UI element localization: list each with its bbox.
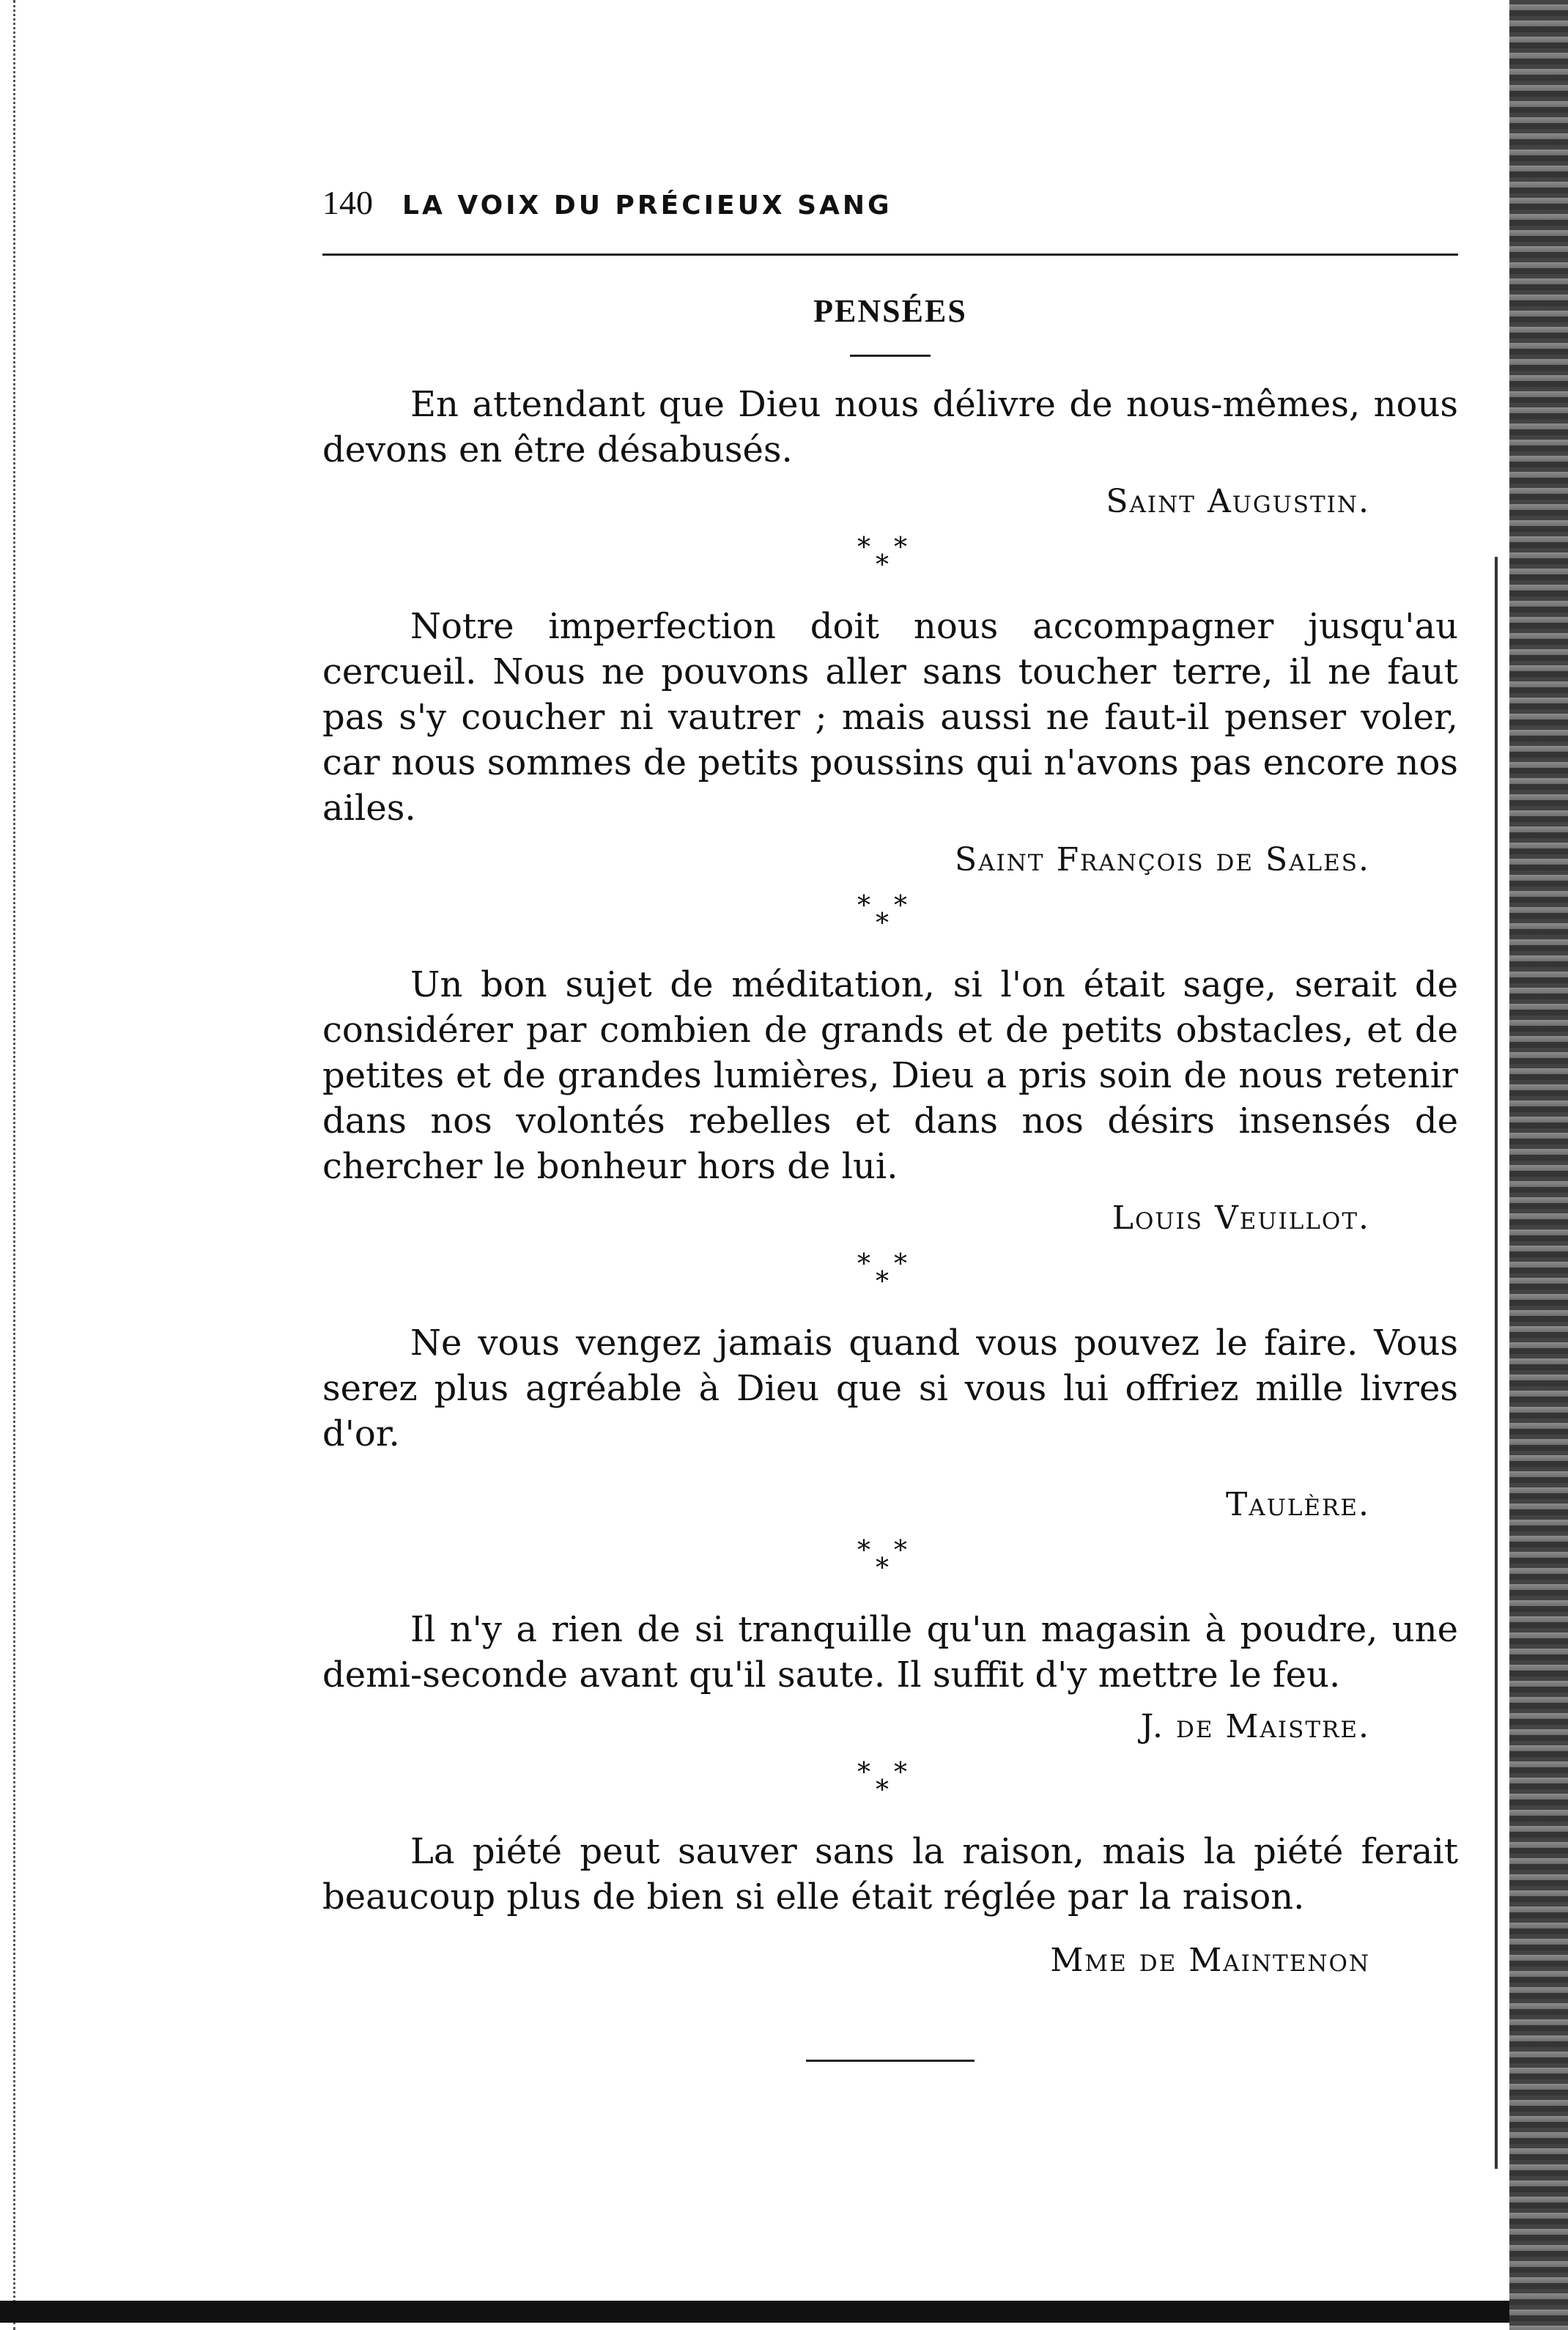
book-page: [322, 183, 1458, 2062]
asterism-separator: [322, 1250, 1458, 1301]
asterism-separator: [322, 892, 1458, 943]
asterism-separator: [322, 533, 1458, 585]
thought-text: En attendant que Dieu nous délivre de nous-mêmes, nous devons en être désabusés.: [322, 384, 1458, 470]
running-head: [322, 183, 1458, 227]
asterism-star: *: [857, 533, 870, 563]
thought-4: [322, 1320, 1458, 1523]
scan-left-edge: [13, 0, 21, 2330]
asterism-star: *: [894, 1249, 907, 1279]
asterism-star: *: [857, 1758, 870, 1788]
thought-text: Un bon sujet de méditation, si l'on était sage, serait de considérer par combien de grands et de petits obstacles, et de petites et de grandes lumières, Dieu a pris soin de nous retenir dans nos volontés rebelles et dans nos désirs insensés de chercher le bonheur hors de lui.: [322, 964, 1458, 1187]
asterism-star: *: [857, 891, 870, 921]
asterism-star: *: [857, 1249, 870, 1279]
thought-1: [322, 382, 1458, 520]
asterism-star: *: [857, 1536, 870, 1566]
thought-author: Mme de Maintenon: [1050, 1942, 1370, 1979]
thought-text: Ne vous vengez jamais quand vous pouvez le faire. Vous serez plus agréable à Dieu que si vous lui offriez mille livres d'or.: [322, 1323, 1458, 1454]
thought-author: Saint François de Sales.: [955, 841, 1370, 879]
running-title: LA VOIX DU PRÉCIEUX SANG: [402, 191, 892, 221]
page-number: 140: [322, 184, 373, 221]
asterism-star: *: [876, 1775, 889, 1805]
thought-text: Notre imperfection doit nous accompagner jusqu'au cercueil. Nous ne pouvons aller sans toucher terre, il ne faut pas s'y coucher ni vautrer ; mais aussi ne faut-il penser voler, car nous sommes de petits poussins qui n'avons pas encore nos ailes.: [322, 606, 1458, 829]
thought-5: [322, 1607, 1458, 1745]
asterism-star: *: [876, 1553, 889, 1583]
scan-right-edge: [1509, 0, 1568, 2330]
thought-text: La piété peut sauver sans la raison, mais la piété ferait beaucoup plus de bien si elle était réglée par la raison.: [322, 1831, 1458, 1917]
asterism-star: *: [894, 1758, 907, 1788]
thought-6: [322, 1829, 1458, 1979]
thought-author: Louis Veuillot.: [1112, 1199, 1370, 1237]
asterism-star: *: [876, 909, 889, 939]
title-rule: [850, 355, 931, 357]
asterism-star: *: [894, 533, 907, 563]
thought-author: Taulère.: [1225, 1486, 1370, 1523]
asterism-separator: [322, 1758, 1458, 1810]
asterism-separator: [322, 1536, 1458, 1588]
end-rule: [806, 2060, 975, 2062]
thought-author: J. de Maistre.: [1140, 1708, 1370, 1745]
scan-bottom-edge: [0, 2301, 1509, 2323]
asterism-star: *: [876, 550, 889, 580]
thought-3: [322, 962, 1458, 1237]
thought-2: [322, 604, 1458, 879]
section-title: PENSÉES: [813, 293, 967, 329]
asterism-star: *: [894, 1536, 907, 1566]
thought-author: Saint Augustin.: [1106, 483, 1370, 520]
thought-text: Il n'y a rien de si tranquille qu'un magasin à poudre, une demi-seconde avant qu'il saute. Il suffit d'y mettre le feu.: [322, 1609, 1458, 1695]
asterism-star: *: [876, 1267, 889, 1297]
header-rule: [322, 254, 1458, 256]
asterism-star: *: [894, 891, 907, 921]
scan-right-line: [1495, 557, 1498, 2169]
